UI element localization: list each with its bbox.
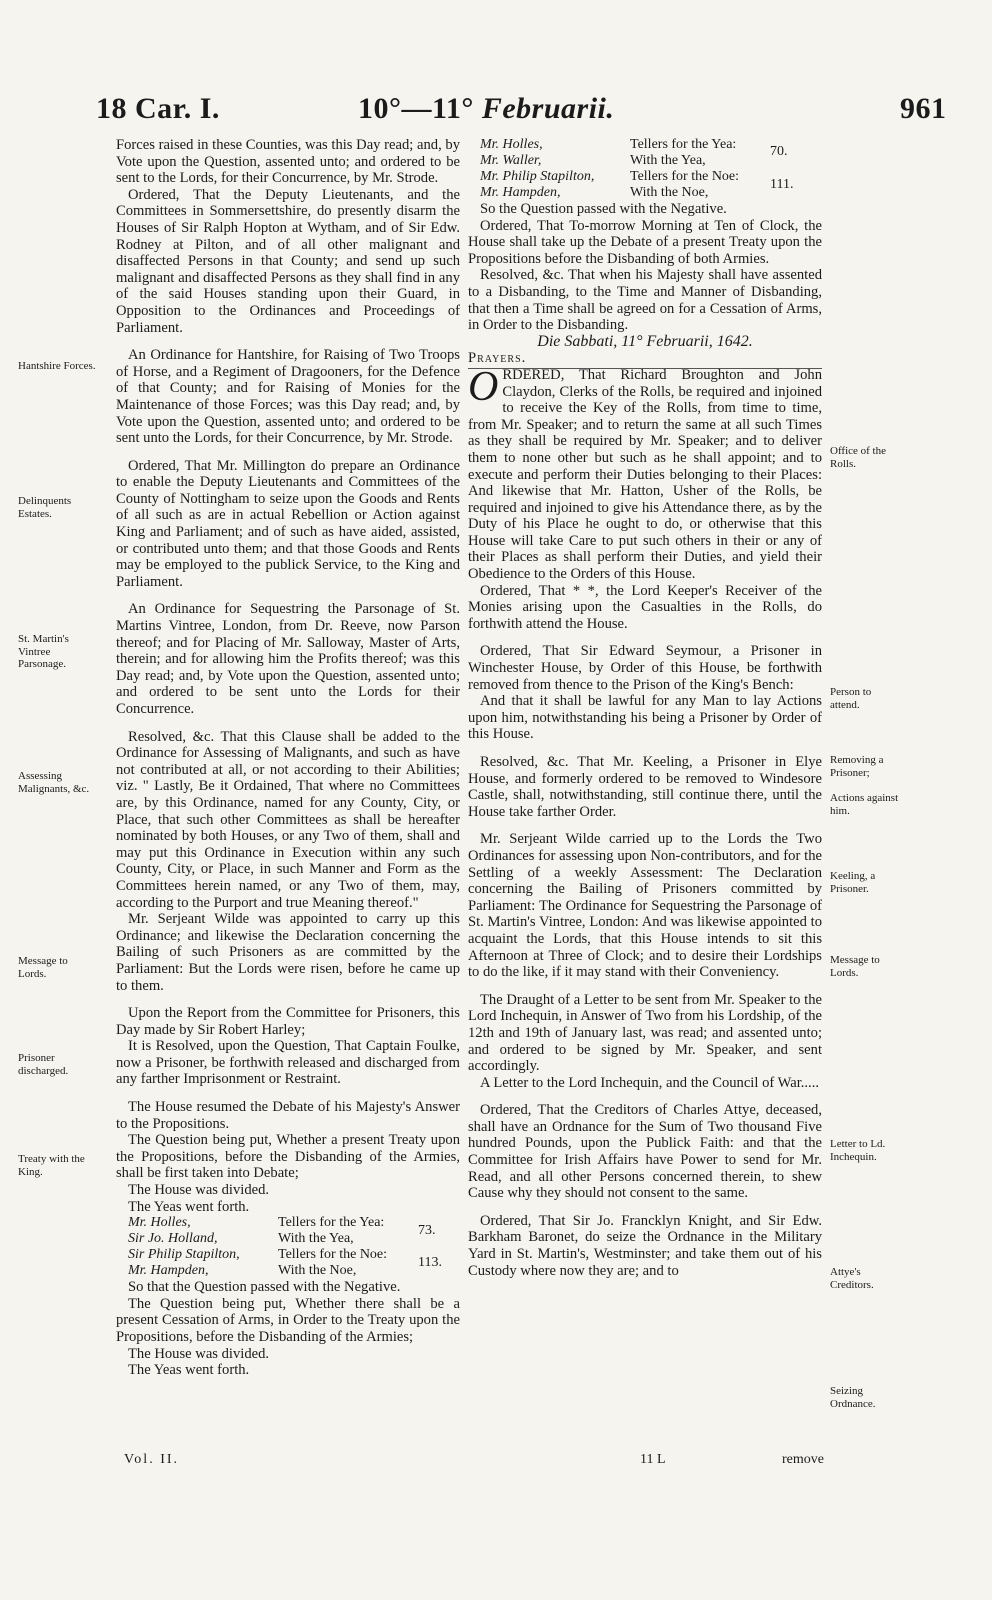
paragraph: Ordered, That * *, the Lord Keeper's Receiver of the Monies arising upon the Casualties in the Rolls, do forthwith attend the House. (468, 582, 822, 632)
paragraph: So the Question passed with the Negative. (480, 201, 727, 217)
teller-row: Sir Philip Stapilton, Tellers for the Noe: (128, 1247, 388, 1263)
margin-note-hantshire: Hantshire Forces. (18, 360, 96, 372)
paragraph: An Ordinance for Sequestring the Parsonage of St. Martins Vintree, London, from Dr. Reeve, now Parson thereof; and for Placing of Mr. Salloway, Master of Arts, therein; and for allowing him the Profits thereof; was this Day read; and, by Vote upon the Question, assented unto; and ordered to be sent unto the Lords for their Concurrence. (116, 601, 460, 717)
paragraph: Ordered, That Mr. Millington do prepare an Ordinance to enable the Deputy Lieutenants and Committees of the County of Nottingham to seize upon the Goods and Rents of all such as are in actual Rebellion or Action against King and Parliament; and of such as have aided, assisted, or contributed unto them; and that those Goods and Rents may be employed to the publick Service, to the King and Parliament. (116, 457, 460, 590)
margin-note-attye: Attye's Creditors. (830, 1266, 874, 1291)
paragraph: Resolved, &c. That when his Majesty shall have assented to a Disbanding, to the Time and Manner of Disbanding, that then a Time shall be agreed on for a Cessation of Arms, in Order to the Disbanding. (468, 267, 822, 334)
margin-note-assessing: Assessing Malignants, &c. (18, 770, 90, 795)
teller-row: Mr. Waller, With the Yea, (480, 153, 706, 168)
teller-row: Mr. Holles, Tellers for the Yea: (128, 1215, 385, 1231)
yea-count: 73. (418, 1222, 436, 1238)
paragraph: It is Resolved, upon the Question, That Captain Foulke, now a Prisoner, be forthwith released and discharged from any farther Imprisonment or Restraint. (116, 1038, 460, 1088)
footer-catchword: remove (782, 1452, 824, 1467)
paragraph: Mr. Serjeant Wilde carried up to the Lords the Two Ordinances for assessing upon Non-contributors, and for the Settling of a weekly Assessment: The Declaration concerning the Bailing of Prisoners committed by Parliament: The Ordinance for Sequestring the Parsonage of St. Martin's Vintree, London: And was likewise appointed to acquaint the Lords, that this House intends to sit this Afternoon at Three of Clock; and to desire their Lordships to do the like, if it may stand with their Conveniency. (468, 831, 822, 981)
margin-note-actions: Actions against him. (830, 792, 899, 817)
running-head-date (358, 92, 614, 126)
noe-count: 111. (770, 177, 794, 192)
paragraph: An Ordinance for Hantshire, for Raising of Two Troops of Horse, and a Regiment of Dragooners, for the Defence of that County; and for Raising of Monies for the Maintenance of those Forces; was this Day read; and, by Vote upon the Question, assented unto; and ordered to be sent unto the Lords, for their Concurrence, by Mr. Strode. (116, 347, 460, 447)
tellers-block-2 (468, 137, 822, 201)
paragraph: The House resumed the Debate of his Majesty's Answer to the Propositions. (116, 1099, 460, 1132)
tellers-block-1 (116, 1215, 460, 1279)
paragraph: The Draught of a Letter to be sent from Mr. Speaker to the Lord Inchequin, in Answer of Two from his Lordship, of the 12th and 19th of January last, was read; and assented unto; and ordered to be signed by Mr. Speaker, and sent accordingly. (468, 991, 822, 1075)
vote-counts (418, 1223, 442, 1272)
running-head-month: Februarii. (481, 92, 615, 125)
margin-note-seizing: Seizing Ordnance. (830, 1385, 876, 1410)
vote-counts (770, 144, 793, 193)
paragraph: A Letter to the Lord Inchequin, and the Council of War..... (480, 1074, 819, 1091)
section-divider (468, 368, 822, 369)
margin-note-message: Message to Lords. (18, 955, 68, 980)
day-heading: Die Sabbati, 11° Februarii, 1642. (537, 332, 753, 350)
paragraph: Upon the Report from the Committee for Prisoners, this Day made by Sir Robert Harley; (116, 1005, 460, 1038)
footer-volume: Vol. II. (124, 1452, 180, 1467)
margin-note-attend: Person to attend. (830, 686, 872, 711)
paragraph: Mr. Serjeant Wilde was appointed to carry up this Ordinance; and likewise the Declaration concerning the Bailing of such Prisoners as are committed by the Parliament: But the Lords were risen, before he came up to them. (116, 911, 460, 994)
paragraph: Ordered, That the Creditors of Charles Attye, deceased, shall have an Ordnance for the Sum of Two thousand Five hundred Pounds, upon the Publick Faith: and that the Committee for Irish Affairs have Power to send for Mr. Read, and all other Persons concerned therein, to shew Cause why they should not consent to the same. (468, 1102, 822, 1202)
right-column (468, 137, 822, 1279)
tellers-list (468, 137, 770, 201)
margin-note-treaty: Treaty with the King. (18, 1153, 85, 1178)
margin-note-message-right: Message to Lords. (830, 954, 880, 979)
paragraph: Ordered, That To-morrow Morning at Ten of Clock, the House shall take up the Debate of a present Treaty upon the Propositions before the Disbanding of both Armies. (468, 217, 822, 267)
margin-note-delinquents: Delinquents Estates. (18, 495, 72, 520)
yea-count: 70. (770, 144, 788, 160)
margin-note-keeling: Keeling, a Prisoner. (830, 870, 876, 895)
margin-note-prisoner: Prisoner discharged. (18, 1052, 69, 1077)
page-number: 961 (900, 92, 947, 125)
paragraph: Ordered, That Sir Jo. Francklyn Knight, and Sir Edw. Barkham Baronet, do seize the Ordnance in the Military Yard in St. Martin's, Westminster; and take them out of his Custody where now they are; and to (468, 1212, 822, 1279)
paragraph: Forces raised in these Counties, was this Day read; and, by Vote upon the Question, assented unto; and ordered to be sent to the Lords, for their Concurrence, by Mr. Strode. (116, 137, 460, 187)
paragraph: Resolved, &c. That Mr. Keeling, a Prisoner in Elye House, and formerly ordered to be removed to Windesore Castle, shall, notwithstanding, still continue there, until the House take farther Order. (468, 754, 822, 820)
teller-row: Mr. Hampden, With the Noe, (128, 1263, 357, 1279)
paragraph: The House was divided. (128, 1345, 270, 1362)
prayers-heading: Prayers. (468, 350, 527, 367)
running-head-regnal-year: 18 Car. I. (96, 92, 220, 125)
left-column (116, 137, 460, 1379)
teller-row: Mr. Philip Stapilton, Tellers for the Noe: (480, 169, 740, 184)
paragraph: The Question being put, Whether there shall be a present Cessation of Arms, in Order to the Treaty upon the Propositions, before the Disbanding of the Armies; (116, 1295, 460, 1345)
margin-note-rolls: Office of the Rolls. (830, 445, 886, 470)
noe-count: 113. (418, 1255, 442, 1271)
drop-cap: O (468, 363, 499, 410)
margin-note-removing: Removing a Prisoner; (830, 754, 884, 779)
margin-note-letter: Letter to Ld. Inchequin. (830, 1138, 886, 1163)
paragraph-ordered: ORDERED, That Richard Broughton and John Claydon, Clerks of the Rolls, be required and injoined to receive the Key of the Rolls, from time to time, from Mr. Speaker; and to return the same at all such Times as they shall be required by Mr. Speaker; and to deliver them to none other but such as he shall appoint; and to execute and perform their Duties belonging to their Places: And likewise that Mr. Hatton, Usher of the Rolls, be required and injoined to give his Attendance there, as by the Duty of his Place he ought to do, or otherwise that this House will take Care to put such others in their or any of their Places as shall perform their Duties, and yield their Obedience to the Orders of this House. (468, 363, 822, 583)
teller-row: Sir Jo. Holland, With the Yea, (128, 1231, 354, 1247)
paragraph: Resolved, &c. That this Clause shall be added to the Ordinance for Assessing of Malignants, and such as have not contributed at all, or not according to their Abilities; viz. " Lastly, Be it Ordained, That where no Committees are, by this Ordinance, named for any County, City, or Place, that such other Committees as shall be hereafter nominated by both Houses, or any Two of them, shall and may put this Ordinance in Execution within any such County, City, or Place, in such Manner and Form as the Committees herein named, or any Two of them, may, according to the Purport and true Meaning thereof." (116, 728, 460, 911)
margin-note-st-martins: St. Martin's Vintree Parsonage. (18, 633, 69, 670)
footer-signature: 11 L (640, 1452, 666, 1467)
paragraph: Ordered, That the Deputy Lieutenants, and the Committees in Sommersettshire, do presently disarm the Houses of Sir Ralph Hopton at Wytham, and of Sir Edw. Rodney at Pilton, and of all other malignant and disaffected Persons in that County; and send up such malignant and disaffected Persons as they shall find in any of the said Houses standing upon their Guard, in Opposition to the Ordinances and Proceedings of Parliament. (116, 186, 460, 336)
paragraph: The Yeas went forth. (128, 1198, 250, 1215)
paragraph: The Yeas went forth. (128, 1362, 250, 1379)
paragraph: Ordered, That Sir Edward Seymour, a Prisoner in Winchester House, by Order of this House, be forthwith removed from thence to the Prison of the King's Bench: (468, 643, 822, 693)
paragraph: The Question being put, Whether a present Treaty upon the Propositions, before the Disbanding of the Armies, shall be first taken into Debate; (116, 1132, 460, 1182)
paragraph: So that the Question passed with the Negative. (128, 1279, 401, 1296)
paragraph: And that it shall be lawful for any Man to lay Actions upon him, notwithstanding his being a Prisoner by Order of this House. (468, 693, 822, 743)
running-head-days: 10°—11° (358, 92, 474, 125)
tellers-list (116, 1215, 418, 1279)
teller-row: Mr. Holles, Tellers for the Yea: (480, 137, 737, 152)
teller-row: Mr. Hampden, With the Noe, (480, 185, 709, 200)
paragraph: The House was divided. (128, 1182, 270, 1199)
